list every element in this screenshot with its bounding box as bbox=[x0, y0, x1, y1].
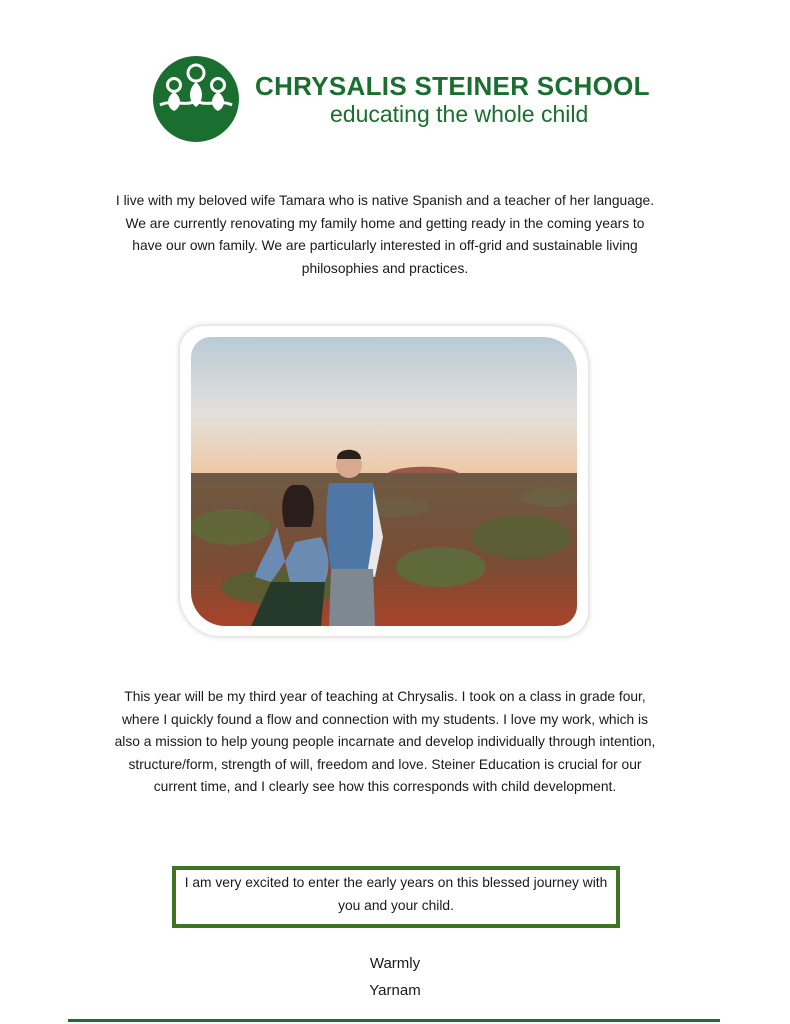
school-header bbox=[152, 55, 650, 147]
school-logo-icon bbox=[152, 55, 240, 143]
school-name: CHRYSALIS STEINER SCHOOL bbox=[255, 71, 650, 101]
school-tagline: educating the whole child bbox=[330, 101, 589, 127]
couple-photo bbox=[191, 337, 577, 626]
signoff-closing: Warmly bbox=[369, 955, 421, 972]
callout-text: I am very excited to enter the early years on this blessed journey with you and your child. bbox=[184, 875, 608, 913]
signoff-name: Yarnam bbox=[369, 982, 421, 999]
footer-divider bbox=[68, 1019, 720, 1022]
intro-paragraph: I live with my beloved wife Tamara who is native Spanish and a teacher of her language. We are currently renovating my family home and getting ready in the coming years to have our own family. We are particularly interested in off-grid and sustainable living philosophies and practices. bbox=[115, 193, 655, 276]
teaching-paragraph: This year will be my third year of teaching at Chrysalis. I took on a class in grade four, where I quickly found a flow and connection with my students. I love my work, which is also a mission to help young people incarnate and develop individually through intention, structure/form, strength of will, freedom and love. Steiner Education is crucial for our current time, and I clearly see how this corresponds with child development. bbox=[114, 689, 656, 795]
callout-box bbox=[172, 866, 620, 928]
